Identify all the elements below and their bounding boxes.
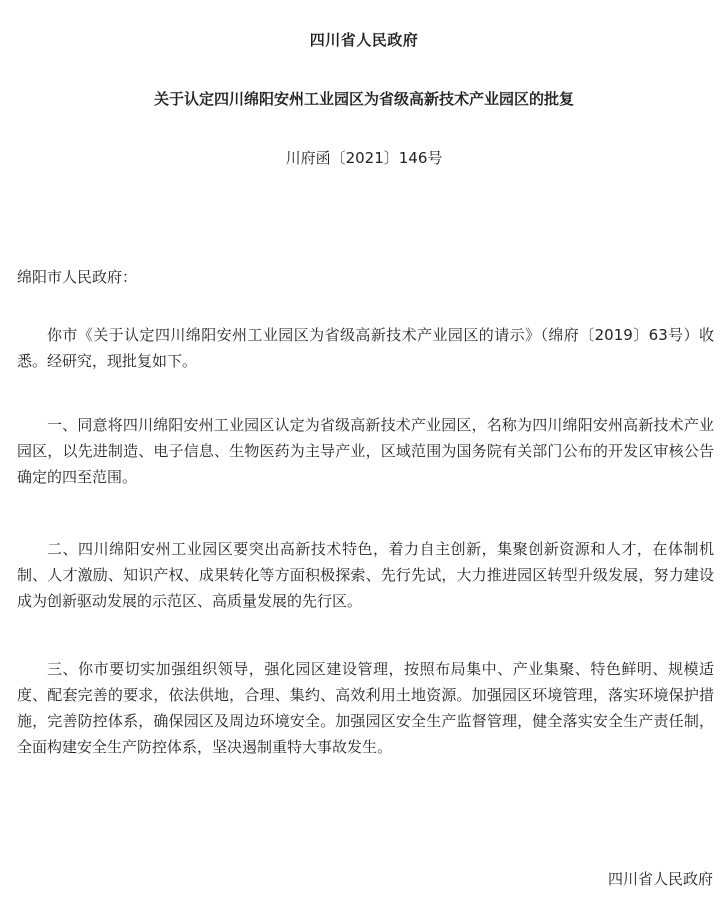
issuer-heading: 四川省人民政府 [309,31,419,49]
document-title: 关于认定四川绵阳安州工业园区为省级高新技术产业园区的批复 [153,90,574,108]
body-paragraph-4: 三、你市要切实加强组织领导，强化园区建设管理，按照布局集中、产业集聚、特色鲜明、规模适度、配套完善的要求，依法供地，合理、集约、高效利用土地资源。加强园区环境管理，落实环境保护措施，完善防控体系，确保园区及周边环境安全。加强园区安全生产监督管理，健全落实安全生产责任制，全面构建安全生产防控体系，坚决遏制重特大事故发生。 [17,660,714,756]
body-paragraph-2: 一、同意将四川绵阳安州工业园区认定为省级高新技术产业园区，名称为四川绵阳安州高新技术产业园区，以先进制造、电子信息、生物医药为主导产业，区域范围为国务院有关部门公布的开发区审核公告确定的四至范围。 [17,416,714,486]
document-number: 川府函〔2021〕146号 [285,149,443,167]
signature: 四川省人民政府 [607,870,713,888]
body-paragraph-3: 二、四川绵阳安州工业园区要突出高新技术特色，着力自主创新，集聚创新资源和人才，在体制机制、人才激励、知识产权、成果转化等方面积极探索、先行先试，大力推进园区转型升级发展，努力建设成为创新驱动发展的示范区、高质量发展的先行区。 [17,540,714,610]
addressee: 绵阳市人民政府： [17,268,138,286]
body-paragraph-1: 你市《关于认定四川绵阳安州工业园区为省级高新技术产业园区的请示》（绵府〔2019〕63号）收悉。经研究，现批复如下。 [17,326,714,370]
